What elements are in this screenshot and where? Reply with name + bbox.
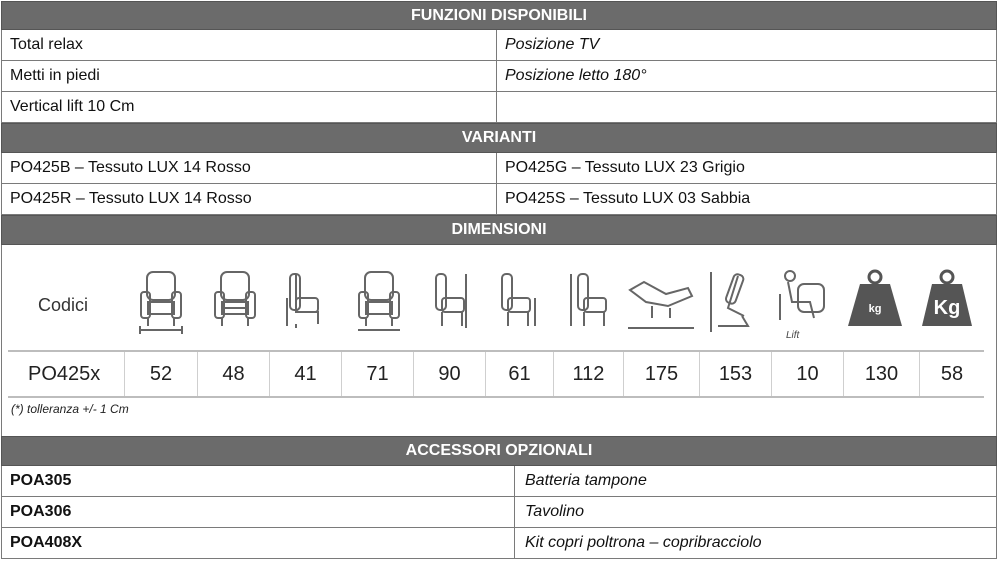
funzioni-right: Posizione letto 180° <box>496 61 996 91</box>
section-title: DIMENSIONI <box>451 221 547 238</box>
lift-height-icon <box>708 268 754 338</box>
codici-label: Codici <box>38 295 89 315</box>
depth-icon <box>496 268 540 334</box>
section-title: VARIANTI <box>461 129 537 146</box>
seat-height-icon <box>284 268 324 334</box>
variant-right: PO425G – Tessuto LUX 23 Grigio <box>496 153 996 183</box>
accessory-code: POA306 <box>10 503 72 520</box>
accessory-description: Batteria tampone <box>514 466 996 496</box>
lift-icon <box>776 268 828 330</box>
section-header-varianti <box>1 123 997 153</box>
back-height-icon <box>356 268 402 334</box>
funzioni-left: Total relax <box>10 36 83 53</box>
variant-left: PO425R – Tessuto LUX 14 Rosso <box>10 190 252 207</box>
dimension-value: 58 <box>919 352 984 396</box>
bed-length-icon <box>626 268 696 334</box>
section-title: FUNZIONI DISPONIBILI <box>411 6 587 24</box>
varianti-row <box>1 184 997 215</box>
variant-left: PO425B – Tessuto LUX 14 Rosso <box>10 159 251 176</box>
section-header-funzioni <box>1 1 997 30</box>
total-height-icon <box>430 268 470 334</box>
section-title: ACCESSORI OPZIONALI <box>405 442 593 459</box>
dimension-values-row <box>8 350 984 398</box>
weight-capacity-icon <box>846 268 904 330</box>
funzioni-row <box>1 61 997 92</box>
weight-capacity-text: kg <box>868 303 882 315</box>
accessory-code: POA305 <box>10 472 72 489</box>
dimension-value: 175 <box>623 352 699 396</box>
accessory-row <box>1 497 997 528</box>
dimension-value: 112 <box>553 352 623 396</box>
varianti-row <box>1 153 997 184</box>
accessory-row <box>1 466 997 497</box>
chair-front-width-icon <box>138 268 184 334</box>
dimension-value: 61 <box>485 352 553 396</box>
section-header-accessori <box>1 436 997 466</box>
funzioni-right: Posizione TV <box>496 30 996 60</box>
dimension-value: 41 <box>269 352 341 396</box>
dimension-value: 90 <box>413 352 485 396</box>
max-height-icon <box>568 268 612 334</box>
funzioni-row <box>1 92 997 123</box>
lift-label: Lift <box>786 330 800 341</box>
product-code: PO425x <box>28 362 101 385</box>
weight-icon <box>920 268 974 330</box>
dimension-value: 153 <box>699 352 771 396</box>
accessory-description: Tavolino <box>514 497 996 527</box>
tolerance-note: (*) tolleranza +/- 1 Cm <box>11 402 129 416</box>
accessory-code: POA408X <box>10 534 83 551</box>
funzioni-left: Metti in piedi <box>10 67 100 84</box>
section-header-dimensioni <box>1 215 997 245</box>
dimension-value: 71 <box>341 352 413 396</box>
funzioni-right <box>496 92 996 122</box>
accessory-row <box>1 528 997 559</box>
variant-right: PO425S – Tessuto LUX 03 Sabbia <box>496 184 996 214</box>
dimension-value: 48 <box>197 352 269 396</box>
dimension-value: 130 <box>843 352 919 396</box>
dimension-value: 10 <box>771 352 843 396</box>
funzioni-row <box>1 30 997 61</box>
seat-width-icon <box>212 268 258 334</box>
dimension-value: 52 <box>124 352 197 396</box>
accessory-description: Kit copri poltrona – copribracciolo <box>514 528 996 558</box>
funzioni-left: Vertical lift 10 Cm <box>10 98 135 115</box>
weight-text: Kg <box>933 297 961 319</box>
